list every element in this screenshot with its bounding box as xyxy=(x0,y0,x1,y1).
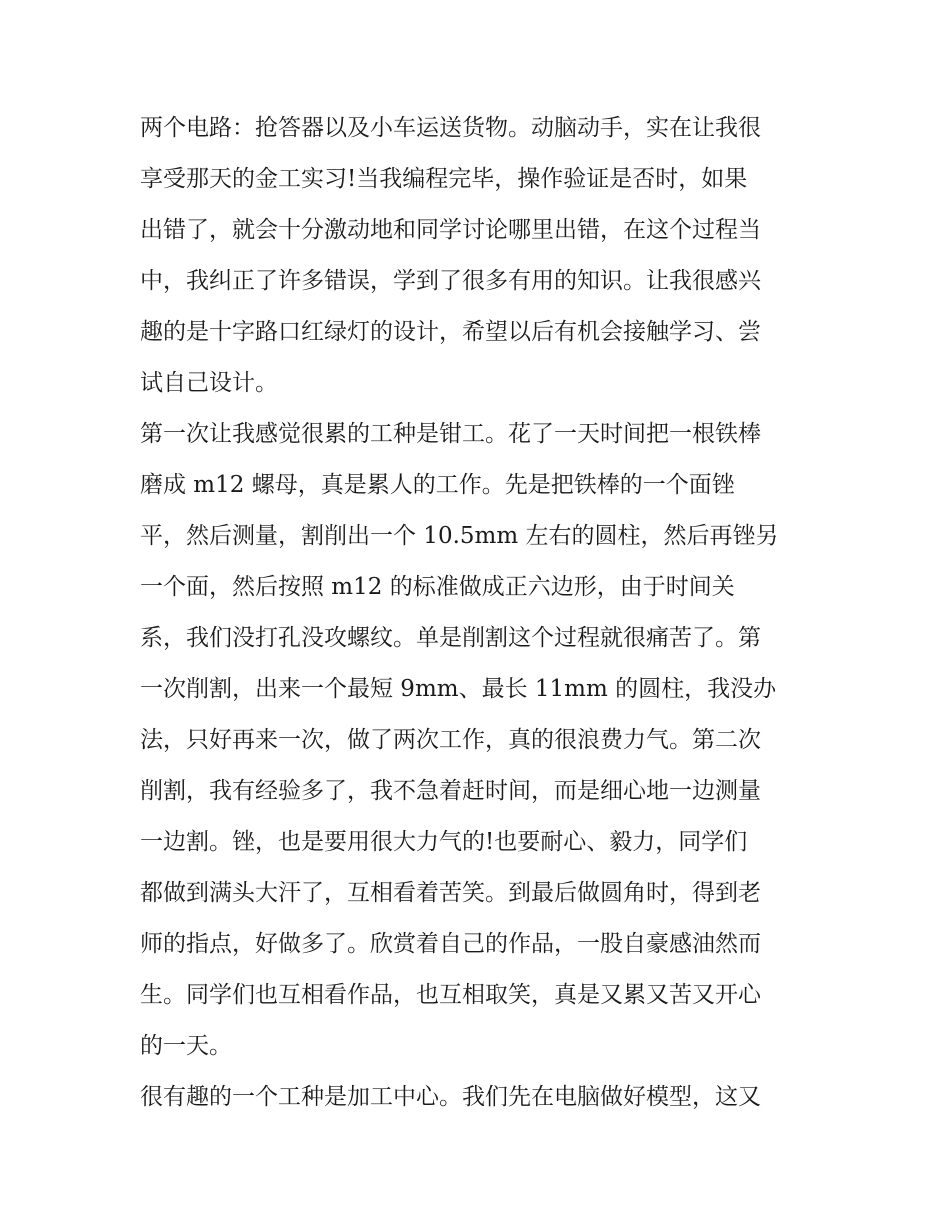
text-line: 一边割。锉，也是要用很大力气的!也要耐心、毅力，同学们 xyxy=(140,829,748,855)
text-line: 试自己设计。 xyxy=(140,370,278,396)
text-line: 法，只好再来一次，做了两次工作，真的很浪费力气。第二次 xyxy=(140,727,761,753)
document-body xyxy=(140,103,820,1123)
text-line: 一个面，然后按照 m12 的标准做成正六边形，由于时间关 xyxy=(140,574,735,600)
text-line: 平，然后测量，割削出一个 10.5mm 左右的圆柱，然后再锉另 xyxy=(140,523,779,549)
text-line: 师的指点，好做多了。欣赏着自己的作品，一股自豪感油然而 xyxy=(140,931,761,957)
text-line: 的一天。 xyxy=(140,1033,232,1059)
text-line: 出错了，就会十分激动地和同学讨论哪里出错，在这个过程当 xyxy=(140,217,761,243)
text-line: 一次削割，出来一个最短 9mm、最长 11mm 的圆柱，我没办 xyxy=(140,676,777,702)
text-line: 趣的是十字路口红绿灯的设计，希望以后有机会接触学习、尝 xyxy=(140,319,761,345)
text-line: 享受那天的金工实习!当我编程完毕，操作验证是否时，如果 xyxy=(140,166,748,192)
text-line: 中，我纠正了许多错误，学到了很多有用的知识。让我很感兴 xyxy=(140,268,761,294)
text-line: 很有趣的一个工种是加工中心。我们先在电脑做好模型，这又 xyxy=(140,1084,761,1110)
text-line: 两个电路：抢答器以及小车运送货物。动脑动手，实在让我很 xyxy=(140,115,761,141)
text-line: 磨成 m12 螺母，真是累人的工作。先是把铁棒的一个面锉 xyxy=(140,472,735,498)
text-line: 削割，我有经验多了，我不急着赶时间，而是细心地一边测量 xyxy=(140,778,761,804)
text-line: 系，我们没打孔没攻螺纹。单是削割这个过程就很痛苦了。第 xyxy=(140,625,761,651)
text-line: 第一次让我感觉很累的工种是钳工。花了一天时间把一根铁棒 xyxy=(140,421,761,447)
text-line: 都做到满头大汗了，互相看着苦笑。到最后做圆角时，得到老 xyxy=(140,880,761,906)
text-line: 生。同学们也互相看作品，也互相取笑，真是又累又苦又开心 xyxy=(140,982,761,1008)
